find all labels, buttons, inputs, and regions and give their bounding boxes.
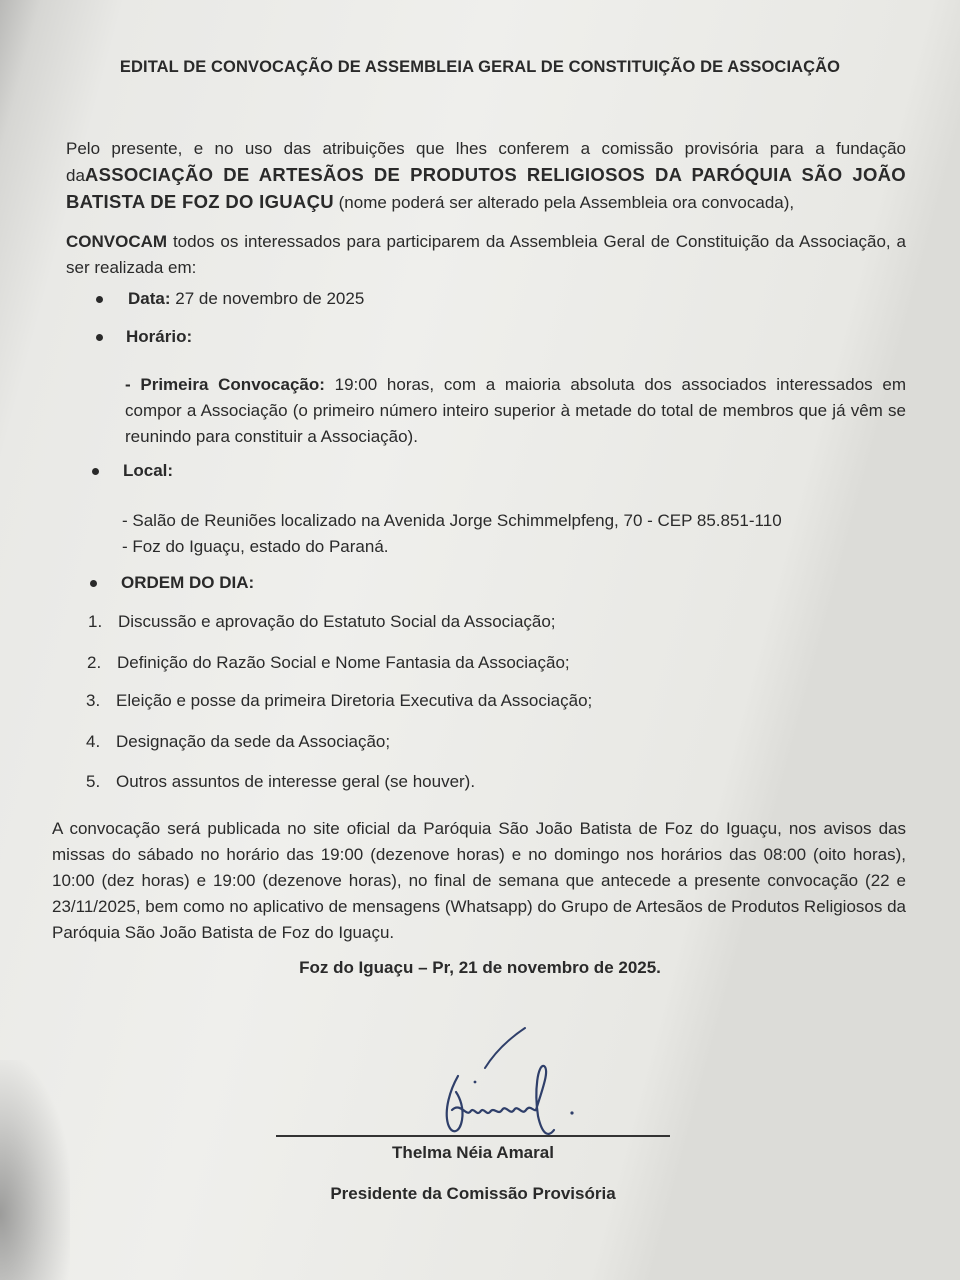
primeira-convocacao-text: 19:00 horas, com a maioria absoluta dos associados interessados em compor a Associação (o primeiro número inteiro superior à metade do total de membros que já vêm se reunindo para constituir a Associação). [125,375,906,446]
local-line-1: - Salão de Reuniões localizado na Avenida Jorge Schimmelpfeng, 70 - CEP 85.851-110 [122,511,782,530]
local-line-2: - Foz do Iguaçu, estado do Paraná. [122,537,389,556]
local-label: Local: [123,461,174,480]
intro-paragraph [66,136,906,216]
list-number: 2. [87,653,102,672]
list-item [86,688,886,714]
list-item [87,650,887,676]
primeira-convocacao-label: - Primeira Convocação: [125,375,325,394]
intro-line-3-rest: (nome poderá ser alterado pela Assembleia ora convocada), [338,193,795,212]
intro-line-1: Pelo presente, e no uso das atribuições que lhes conferem a comissão provisória para a fundação [66,139,906,158]
finger-shadow [0,1060,70,1280]
association-name-part-1: ASSOCIAÇÃO DE ARTESÃOS DE PRODUTOS RELIGIOSOS DA PARÓQUIA SÃO JOÃO [84,164,906,185]
intro-line-3 [66,189,906,216]
bullet-icon [90,580,97,587]
convocam-label: CONVOCAM [66,232,168,251]
list-text: Outros assuntos de interesse geral (se houver). [116,772,476,791]
convocam-paragraph [66,229,906,281]
list-item [86,769,886,795]
list-number: 3. [86,691,101,710]
list-text: Eleição e posse da primeira Diretoria Executiva da Associação; [116,691,593,710]
signatory-name: Thelma Néia Amaral [392,1143,554,1162]
list-text: Designação da sede da Associação; [116,732,391,751]
list-number: 1. [88,612,103,631]
signature-line [276,1135,670,1137]
document-title: EDITAL DE CONVOCAÇÃO DE ASSEMBLEIA GERAL DE CONSTITUIÇÃO DE ASSOCIAÇÃO [119,58,841,76]
bullet-icon [96,296,103,303]
bullet-icon [92,468,99,475]
list-text: Discussão e aprovação do Estatuto Social da Associação; [118,612,556,631]
list-number: 4. [86,732,101,751]
signature [430,1020,590,1150]
list-item [88,609,888,635]
list-item [86,729,886,755]
bullet-icon [96,334,103,341]
local-address [122,508,912,560]
data-value: 27 de novembro de 2025 [175,289,365,308]
list-number: 5. [86,772,101,791]
intro-prefix: da [66,166,85,185]
ordem-label: ORDEM DO DIA: [121,573,255,592]
intro-line-2 [66,162,906,189]
data-label: Data: [128,289,171,308]
publicacao-paragraph: A convocação será publicada no site oficial da Paróquia São João Batista de Foz do Iguaçu, nos avisos das missas do sábado no horário das 19:00 (dezenove horas) e no domingo nos horários das 08:00 (oito horas), 10:00 (dez horas) e 19:00 (dezenove horas), no final de semana que antecede a presente convocação (22 e 23/11/2025, bem como no aplicativo de mensagens (Whatsapp) do Grupo de Artesãos de Produtos Religiosos da Paróquia São João Batista de Foz do Iguaçu. [52,819,906,942]
convocam-text: todos os interessados para participarem da Assembleia Geral de Constituição da Associação, a ser realizada em: [66,232,906,277]
primeira-convocacao [125,372,906,450]
association-name-part-2: BATISTA DE FOZ DO IGUAÇU [66,191,334,212]
list-text: Definição do Razão Social e Nome Fantasia da Associação; [117,653,570,672]
horario-label: Horário: [126,327,193,346]
place-and-date: Foz do Iguaçu – Pr, 21 de novembro de 2025. [299,958,661,977]
signatory-role: Presidente da Comissão Provisória [330,1184,616,1203]
